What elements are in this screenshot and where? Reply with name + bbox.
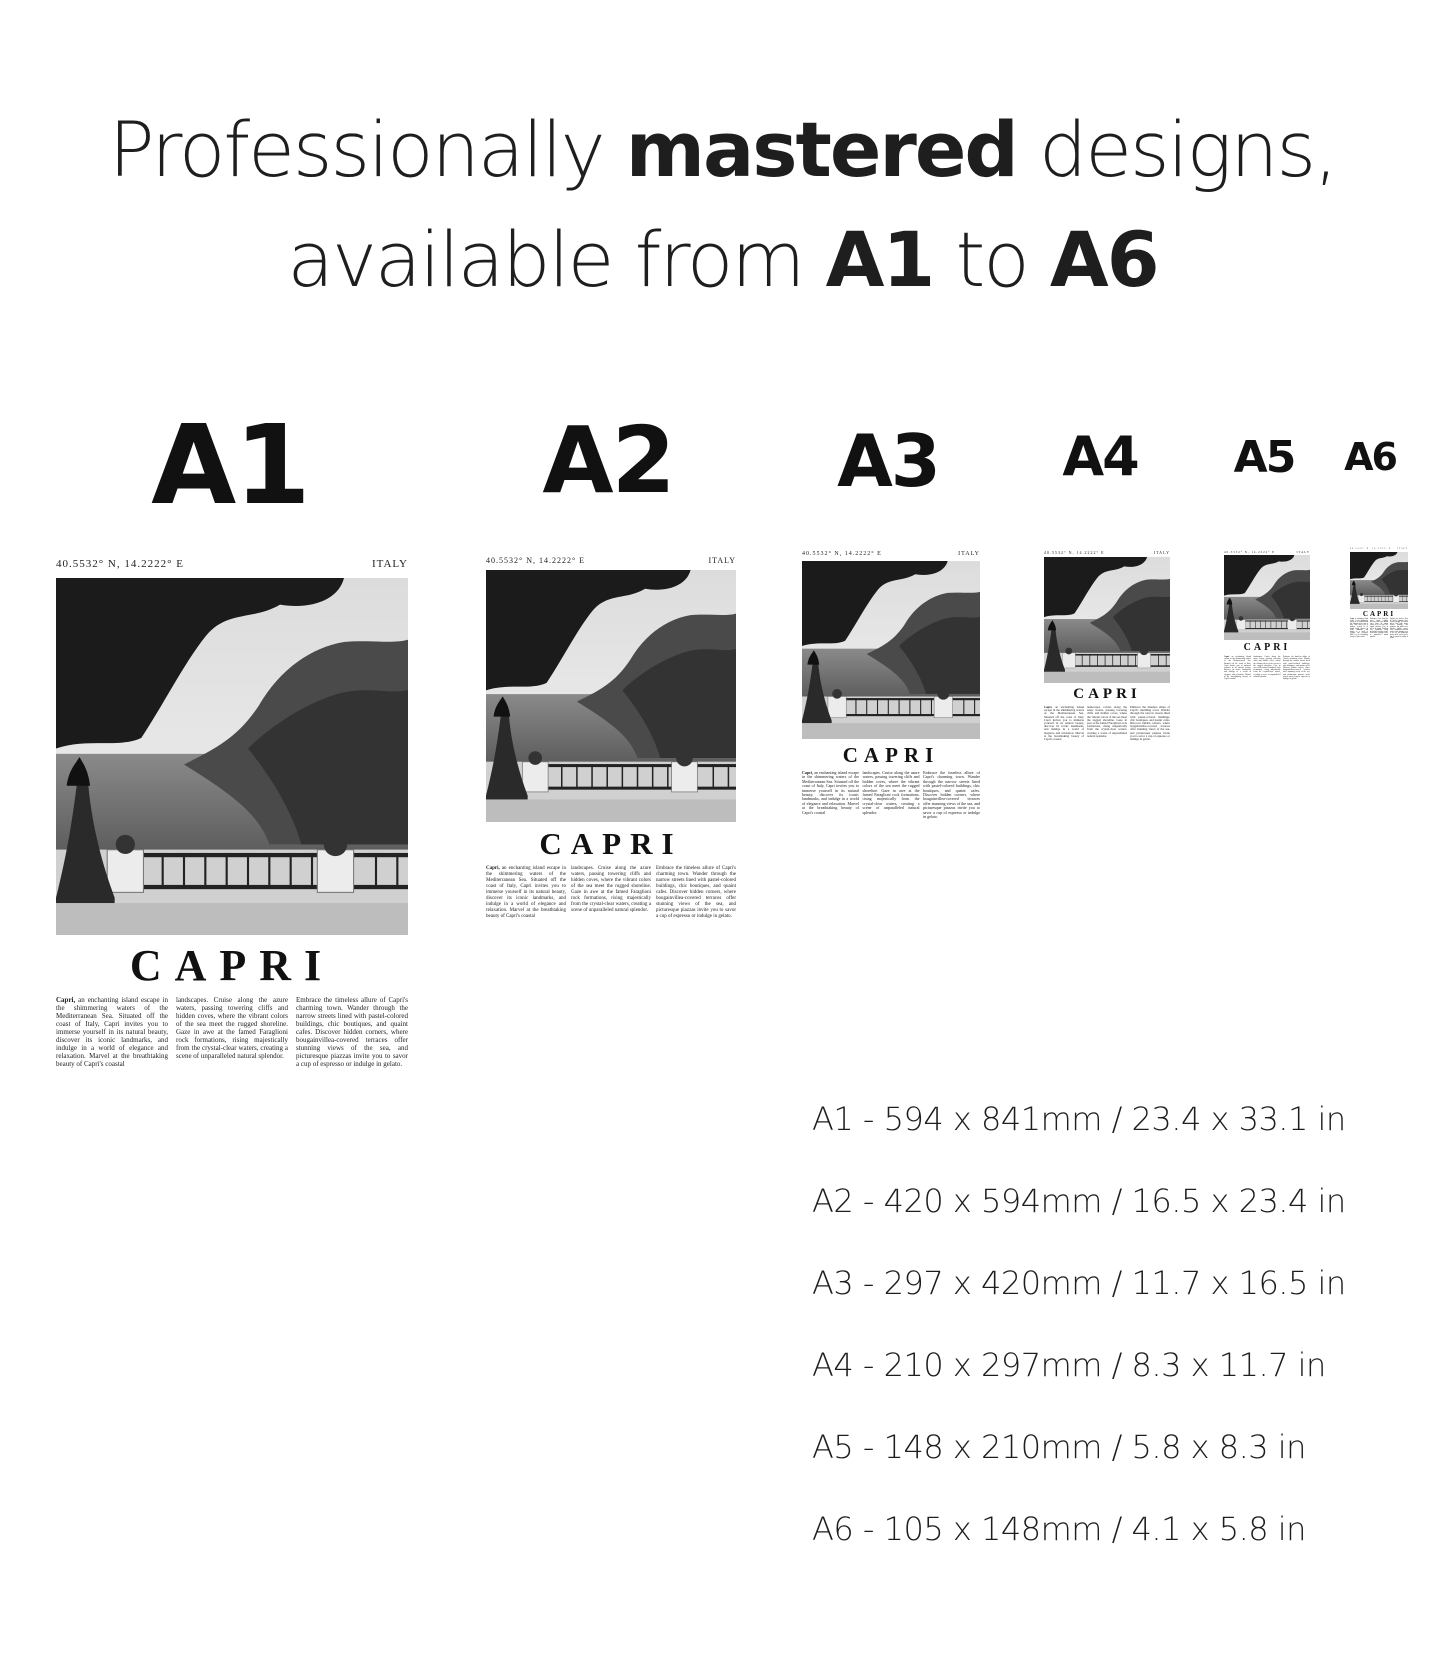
poster-body-col-1: Capri, an enchanting island escape in the shimmering waters of the Mediterranean Sea. Situated off the coast of Italy, Capri invites you to immerse yourself in its natural beauty, discover its iconic landmarks, and indulge in a world of elegance and relaxation. Marvel at the breathtaking beauty of Capri's coastal [1350,619,1368,638]
poster-country: ITALY [1397,548,1408,550]
poster-a5 [1224,550,1310,681]
poster-coordinates: 40.5532° N, 14.2222° E [1350,548,1392,550]
poster-a1 [56,558,408,1078]
poster-photo [1224,555,1310,640]
poster-body-col-3: Embrace the timeless allure of Capri's charming town. Wander through the narrow streets lined with pastel-colored buildings, chic boutiques, and quaint cafes. Discover hidden corners, where bougainvillea-covered terraces offer stunning views of the sea, and picturesque piazzas invite you to savor a cup of espresso or indulge in gelato. [656,866,736,919]
size-spec-a3: A3 - 297 x 420mm / 11.7 x 16.5 in [812,1264,1346,1302]
size-label-a2: A2 [542,407,674,514]
poster-a2 [486,556,736,926]
poster-photo [1350,552,1408,609]
poster-title: CAPRI [1243,642,1291,653]
poster-title: CAPRI [129,941,335,990]
poster-photo [486,570,736,822]
poster-body-col-3: Embrace the timeless allure of Capri's charming town. Wander through the narrow streets lined with pastel-colored buildings, chic boutiques, and quaint cafes. Discover hidden corners, where bougainvillea-covered terraces offer stunning views of the sea, and picturesque piazzas invite you to savor a cup of espresso or indulge in gelato. [296,996,408,1068]
size-spec-a1: A1 - 594 x 841mm / 23.4 x 33.1 in [812,1100,1346,1138]
poster-body-col-3: Embrace the timeless allure of Capri's charming town. Wander through the narrow streets lined with pastel-colored buildings, chic boutiques, and quaint cafes. Discover hidden corners, where bougainvillea-covered terraces offer stunning views of the sea, and picturesque piazzas invite you to savor a cup of espresso or indulge in gelato. [1283,656,1310,681]
poster-body-col-3: Embrace the timeless allure of Capri's charming town. Wander through the narrow streets lined with pastel-colored buildings, chic boutiques, and quaint cafes. Discover hidden corners, where bougainvillea-covered terraces offer stunning views of the sea, and picturesque piazzas invite you to savor a cup of espresso or indulge in gelato. [1130,705,1170,742]
poster-country: ITALY [1296,550,1310,554]
poster-coordinates: 40.5532° N, 14.2222° E [1044,550,1105,555]
size-label-a1: A1 [151,401,309,529]
poster-title: CAPRI [1073,686,1141,702]
poster-country: ITALY [371,558,408,570]
poster-body-col-1: Capri, an enchanting island escape in the shimmering waters of the Mediterranean Sea. Situated off the coast of Italy, Capri invites you to immerse yourself in its natural beauty, discover its iconic landmarks, and indulge in a world of elegance and relaxation. Marvel at the breathtaking beauty of Capri's coastal [1044,705,1084,742]
poster-photo [56,578,408,935]
size-label-a4: A4 [1062,425,1138,488]
poster-body-col-1: Capri, an enchanting island escape in the shimmering waters of the Mediterranean Sea. Situated off the coast of Italy, Capri invites you to immerse yourself in its natural beauty, discover its iconic landmarks, and indulge in a world of elegance and relaxation. Marvel at the breathtaking beauty of Capri's coastal [802,770,859,815]
poster-title: CAPRI [842,743,940,767]
size-spec-a4: A4 - 210 x 297mm / 8.3 x 11.7 in [812,1346,1326,1384]
headline-line-1: Professionally mastered designs, [108,105,1337,194]
size-spec-a2: A2 - 420 x 594mm / 16.5 x 23.4 in [812,1182,1346,1220]
poster-body-col-2: landscapes. Cruise along the azure waters, passing towering cliffs and hidden coves, where the vibrant colors of the sea meet the rugged shoreline. Gaze in awe at the famed Faraglioni rock formations, rising majestically from the crystal-clear waters, creating a scene of unparalleled natural splendor. [1087,705,1127,738]
poster-a4 [1044,550,1170,742]
poster-coordinates: 40.5532° N, 14.2222° E [802,551,882,557]
poster-body-col-2: landscapes. Cruise along the azure waters, passing towering cliffs and hidden coves, where the vibrant colors of the sea meet the rugged shoreline. Gaze in awe at the famed Faraglioni rock formations, rising majestically from the crystal-clear waters, creating a scene of unparalleled natural splendor. [176,996,288,1060]
poster-body-col-1: Capri, an enchanting island escape in the shimmering waters of the Mediterranean Sea. Situated off the coast of Italy, Capri invites you to immerse yourself in its natural beauty, discover its iconic landmarks, and indulge in a world of elegance and relaxation. Marvel at the breathtaking beauty of Capri's coastal [486,866,566,919]
poster-country: ITALY [958,551,980,557]
poster-body-col-3: Embrace the timeless allure of Capri's charming town. Wander through the narrow streets lined with pastel-colored buildings, chic boutiques, and quaint cafes. Discover hidden corners, where bougainvillea-covered terraces offer stunning views of the sea, and picturesque piazzas invite you to savor a cup of espresso or indulge in gelato. [923,770,980,820]
poster-coordinates: 40.5532° N, 14.2222° E [56,558,184,570]
poster-a3 [802,551,980,820]
poster-a6 [1350,548,1408,640]
size-label-a6: A6 [1344,435,1396,479]
size-spec-a6: A6 - 105 x 148mm / 4.1 x 5.8 in [812,1510,1306,1548]
poster-body-col-2: landscapes. Cruise along the azure waters, passing towering cliffs and hidden coves, where the vibrant colors of the sea meet the rugged shoreline. Gaze in awe at the famed Faraglioni rock formations, rising majestically from the crystal-clear waters, creating a scene of unparalleled natural splendor. [1370,619,1388,638]
poster-country: ITALY [708,556,736,565]
poster-photo [802,561,980,739]
headline-line-2: available from A1 to A6 [287,215,1158,304]
size-label-a3: A3 [837,419,939,503]
poster-title: CAPRI [539,826,683,861]
size-label-a5: A5 [1233,432,1295,483]
poster-body-col-2: landscapes. Cruise along the azure waters, passing towering cliffs and hidden coves, where the vibrant colors of the sea meet the rugged shoreline. Gaze in awe at the famed Faraglioni rock formations, rising majestically from the crystal-clear waters, creating a scene of unparalleled natural splendor. [571,866,651,913]
poster-body-col-2: landscapes. Cruise along the azure waters, passing towering cliffs and hidden coves, where the vibrant colors of the sea meet the rugged shoreline. Gaze in awe at the famed Faraglioni rock formations, rising majestically from the crystal-clear waters, creating a scene of unparalleled natural splendor. [1253,656,1281,678]
poster-title: CAPRI [1362,610,1396,618]
poster-coordinates: 40.5532° N, 14.2222° E [1224,550,1275,554]
poster-body-col-1: Capri, an enchanting island escape in the shimmering waters of the Mediterranean Sea. Situated off the coast of Italy, Capri invites you to immerse yourself in its natural beauty, discover its iconic landmarks, and indulge in a world of elegance and relaxation. Marvel at the breathtaking beauty of Capri's coastal [1224,656,1251,681]
poster-coordinates: 40.5532° N, 14.2222° E [486,556,586,565]
poster-photo [1044,557,1170,683]
poster-body-col-3: Embrace the timeless allure of Capri's charming town. Wander through the narrow streets lined with pastel-colored buildings, chic boutiques, and quaint cafes. Discover hidden corners, where bougainvillea-covered terraces offer stunning views of the sea, and picturesque piazzas invite you to savor a cup of espresso or indulge in gelato. [1390,619,1408,640]
poster-country: ITALY [1153,550,1170,555]
poster-body-col-1: Capri, an enchanting island escape in the shimmering waters of the Mediterranean Sea. Situated off the coast of Italy, Capri invites you to immerse yourself in its natural beauty, discover its iconic landmarks, and indulge in a world of elegance and relaxation. Marvel at the breathtaking beauty of Capri's coastal [56,996,168,1068]
size-spec-a5: A5 - 148 x 210mm / 5.8 x 8.3 in [812,1428,1306,1466]
poster-body-col-2: landscapes. Cruise along the azure waters, passing towering cliffs and hidden coves, where the vibrant colors of the sea meet the rugged shoreline. Gaze in awe at the famed Faraglioni rock formations, rising majestically from the crystal-clear waters, creating a scene of unparalleled natural splendor. [862,770,920,815]
